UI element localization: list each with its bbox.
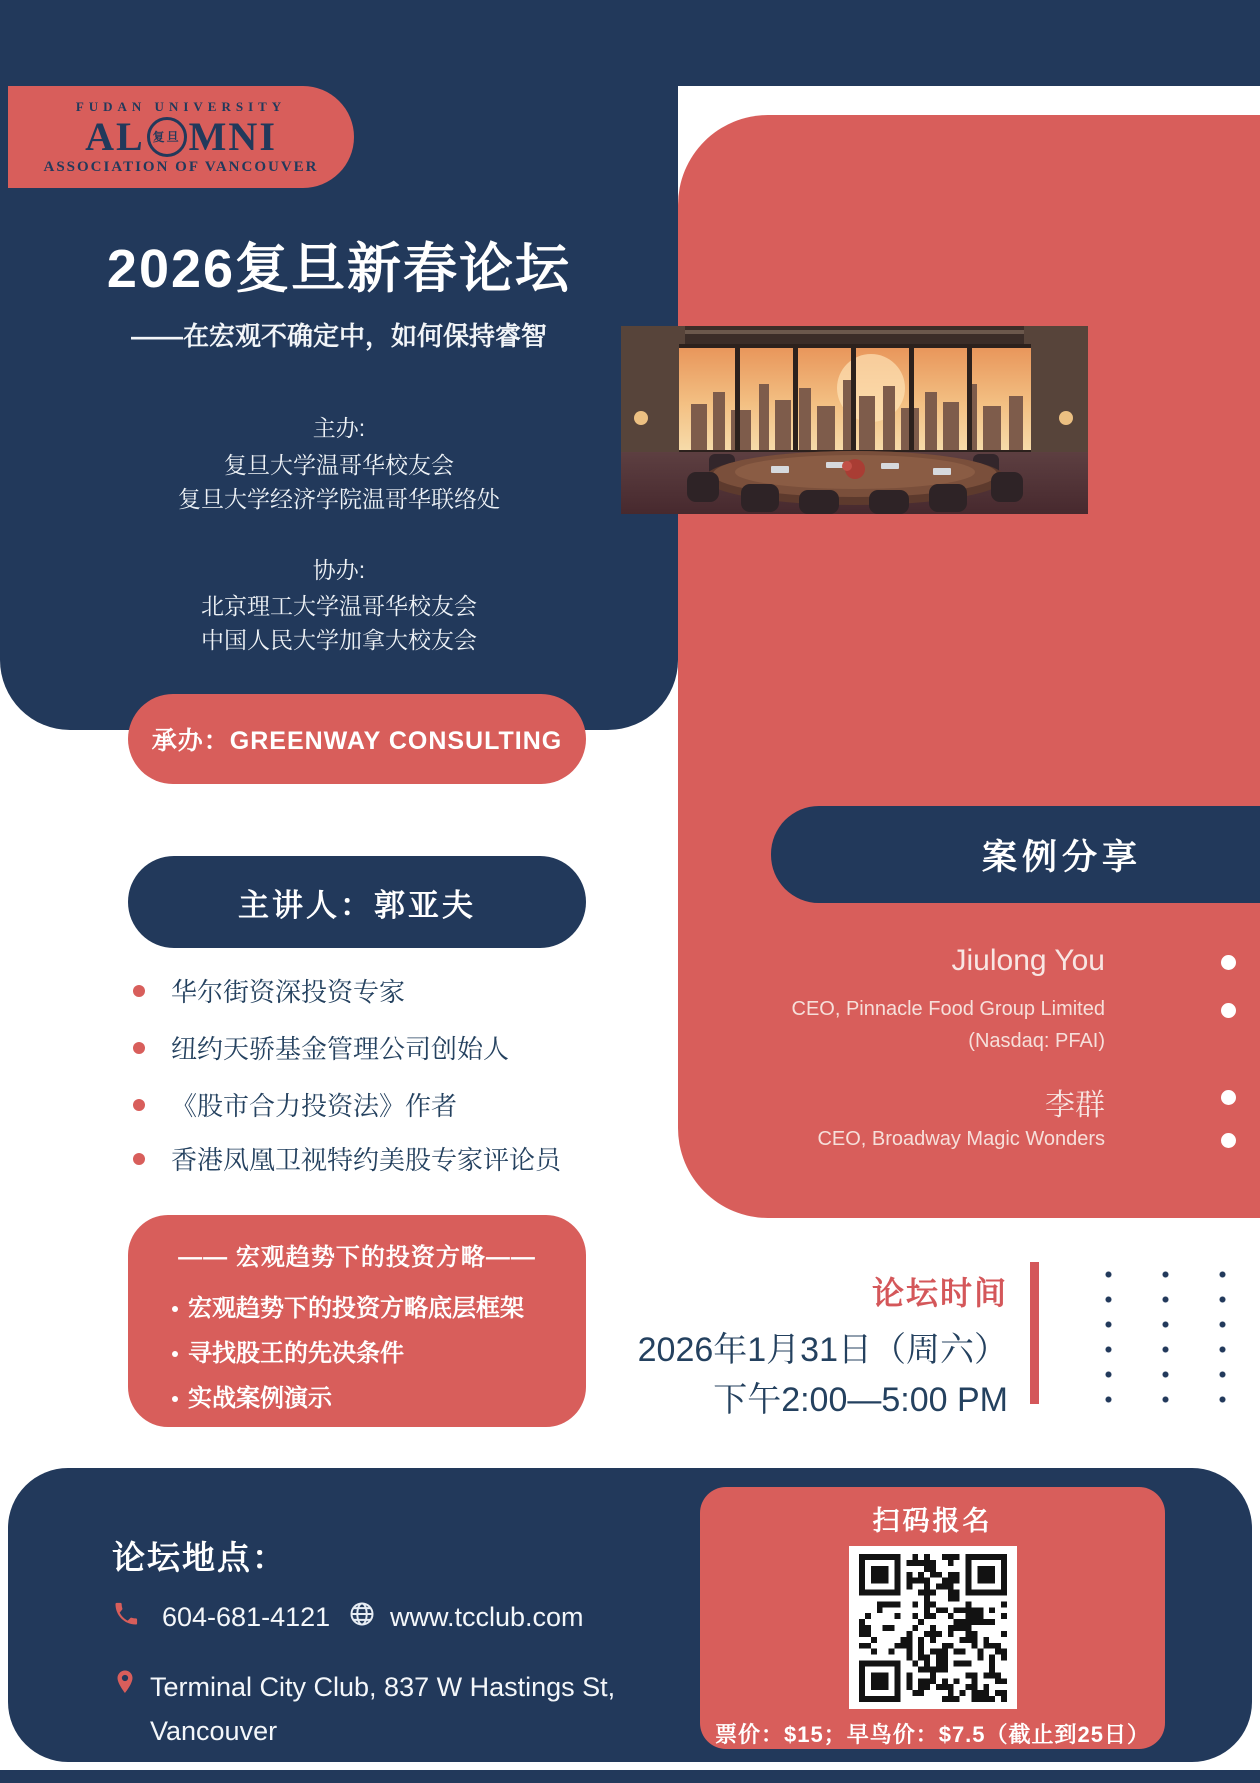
host-1: 复旦大学温哥华校友会 [224,452,454,478]
registration-qr-box [700,1487,1165,1749]
speaker-bullet [133,1140,561,1177]
accent-bar [1030,1262,1039,1404]
cohost-label: 协办: [312,557,366,583]
qr-code [849,1546,1017,1709]
red-dot-icon [133,1042,145,1054]
organizer-pill: 承办：GREENWAY CONSULTING [128,694,586,784]
venue-label: 论坛地点： [112,1539,287,1576]
topic-item [172,1331,586,1376]
schedule-title: 论坛时间 [871,1275,1008,1311]
white-dot-icon [1221,1090,1236,1105]
speaker-bullet-text: 华尔街资深投资专家 [171,977,406,1007]
topic-item [172,1286,586,1331]
white-dot-icon [172,1396,178,1402]
case-sharing-pill: 案例分享 [771,806,1260,903]
logo-university-line: FUDAN UNIVERSITY [75,98,287,114]
white-dot-icon [172,1351,178,1357]
qr-title: 扫码报名 [872,1506,993,1536]
case-speaker-ticker: (Nasdaq: PFAI) [968,1030,1105,1052]
topic-items [128,1286,586,1421]
schedule-date: 2026年1月31日（周六） [637,1331,1008,1369]
conference-room-photo [621,326,1088,514]
cohost-1: 北京理工大学温哥华校友会 [201,593,477,619]
alumni-logo [8,86,354,188]
red-dot-icon [133,1099,145,1111]
case-speaker-role: CEO, Broadway Magic Wonders [817,1128,1105,1150]
logo-alumni-left: AL [85,113,145,159]
bottom-navy-strip [0,1770,1260,1783]
schedule-time: 下午2:00—5:00 PM [713,1381,1008,1419]
red-dot-icon [133,1153,145,1165]
dot-grid-decoration [1072,1256,1260,1412]
speaker-bullet-text: 纽约天骄基金管理公司创始人 [171,1034,510,1064]
speaker-bullet [133,1086,457,1123]
phone-icon [112,1600,140,1628]
cohost-2: 中国人民大学加拿大校友会 [201,627,477,653]
host-2: 复旦大学经济学院温哥华联络处 [178,486,500,512]
topic-box [128,1215,586,1427]
website-link[interactable]: www.tcclub.com [390,1602,584,1632]
white-dot-icon [1221,1003,1236,1018]
speaker-bullet [133,972,405,1009]
case-speaker-role: CEO, Pinnacle Food Group Limited [791,998,1105,1020]
topic-item [172,1376,586,1421]
phone-number[interactable]: 604-681-4121 [162,1602,331,1632]
topic-item-text: 实战案例演示 [188,1385,332,1412]
speaker-bullet [133,1029,509,1066]
white-dot-icon [1221,955,1236,970]
red-dot-icon [133,985,145,997]
venue-address-line1: Terminal City Club, 837 W Hastings St, [150,1672,616,1702]
topic-item-text: 寻找股王的先决条件 [188,1340,404,1367]
fudan-seal-icon: 复旦 [147,117,187,157]
venue-address-line2: Vancouver [150,1716,278,1746]
event-subtitle: ——在宏观不确定中，如何保持睿智 [130,321,547,351]
event-title: 2026复旦新春论坛 [106,239,572,299]
topic-title: —— 宏观趋势下的投资方略—— [178,1244,536,1271]
logo-association-line: ASSOCIATION OF VANCOUVER [43,158,319,175]
topic-item-text: 宏观趋势下的投资方略底层框架 [188,1295,524,1322]
host-label: 主办: [312,415,366,441]
case-speaker-name: 李群 [1045,1089,1105,1122]
case-speaker-name: Jiulong You [951,944,1105,977]
speaker-bullet-text: 《股市合力投资法》作者 [171,1091,458,1121]
white-dot-icon [1221,1133,1236,1148]
logo-alumni-right: MNI [188,113,277,159]
white-dot-icon [172,1306,178,1312]
speaker-bullet-text: 香港凤凰卫视特约美股专家评论员 [171,1145,562,1175]
ticket-price: 票价：$15；早鸟价：$7.5（截止到25日） [715,1722,1150,1747]
location-pin-icon [110,1668,140,1698]
globe-icon [348,1600,376,1628]
speaker-pill: 主讲人：郭亚夫 [128,856,586,948]
logo-alumni-line [85,113,277,159]
